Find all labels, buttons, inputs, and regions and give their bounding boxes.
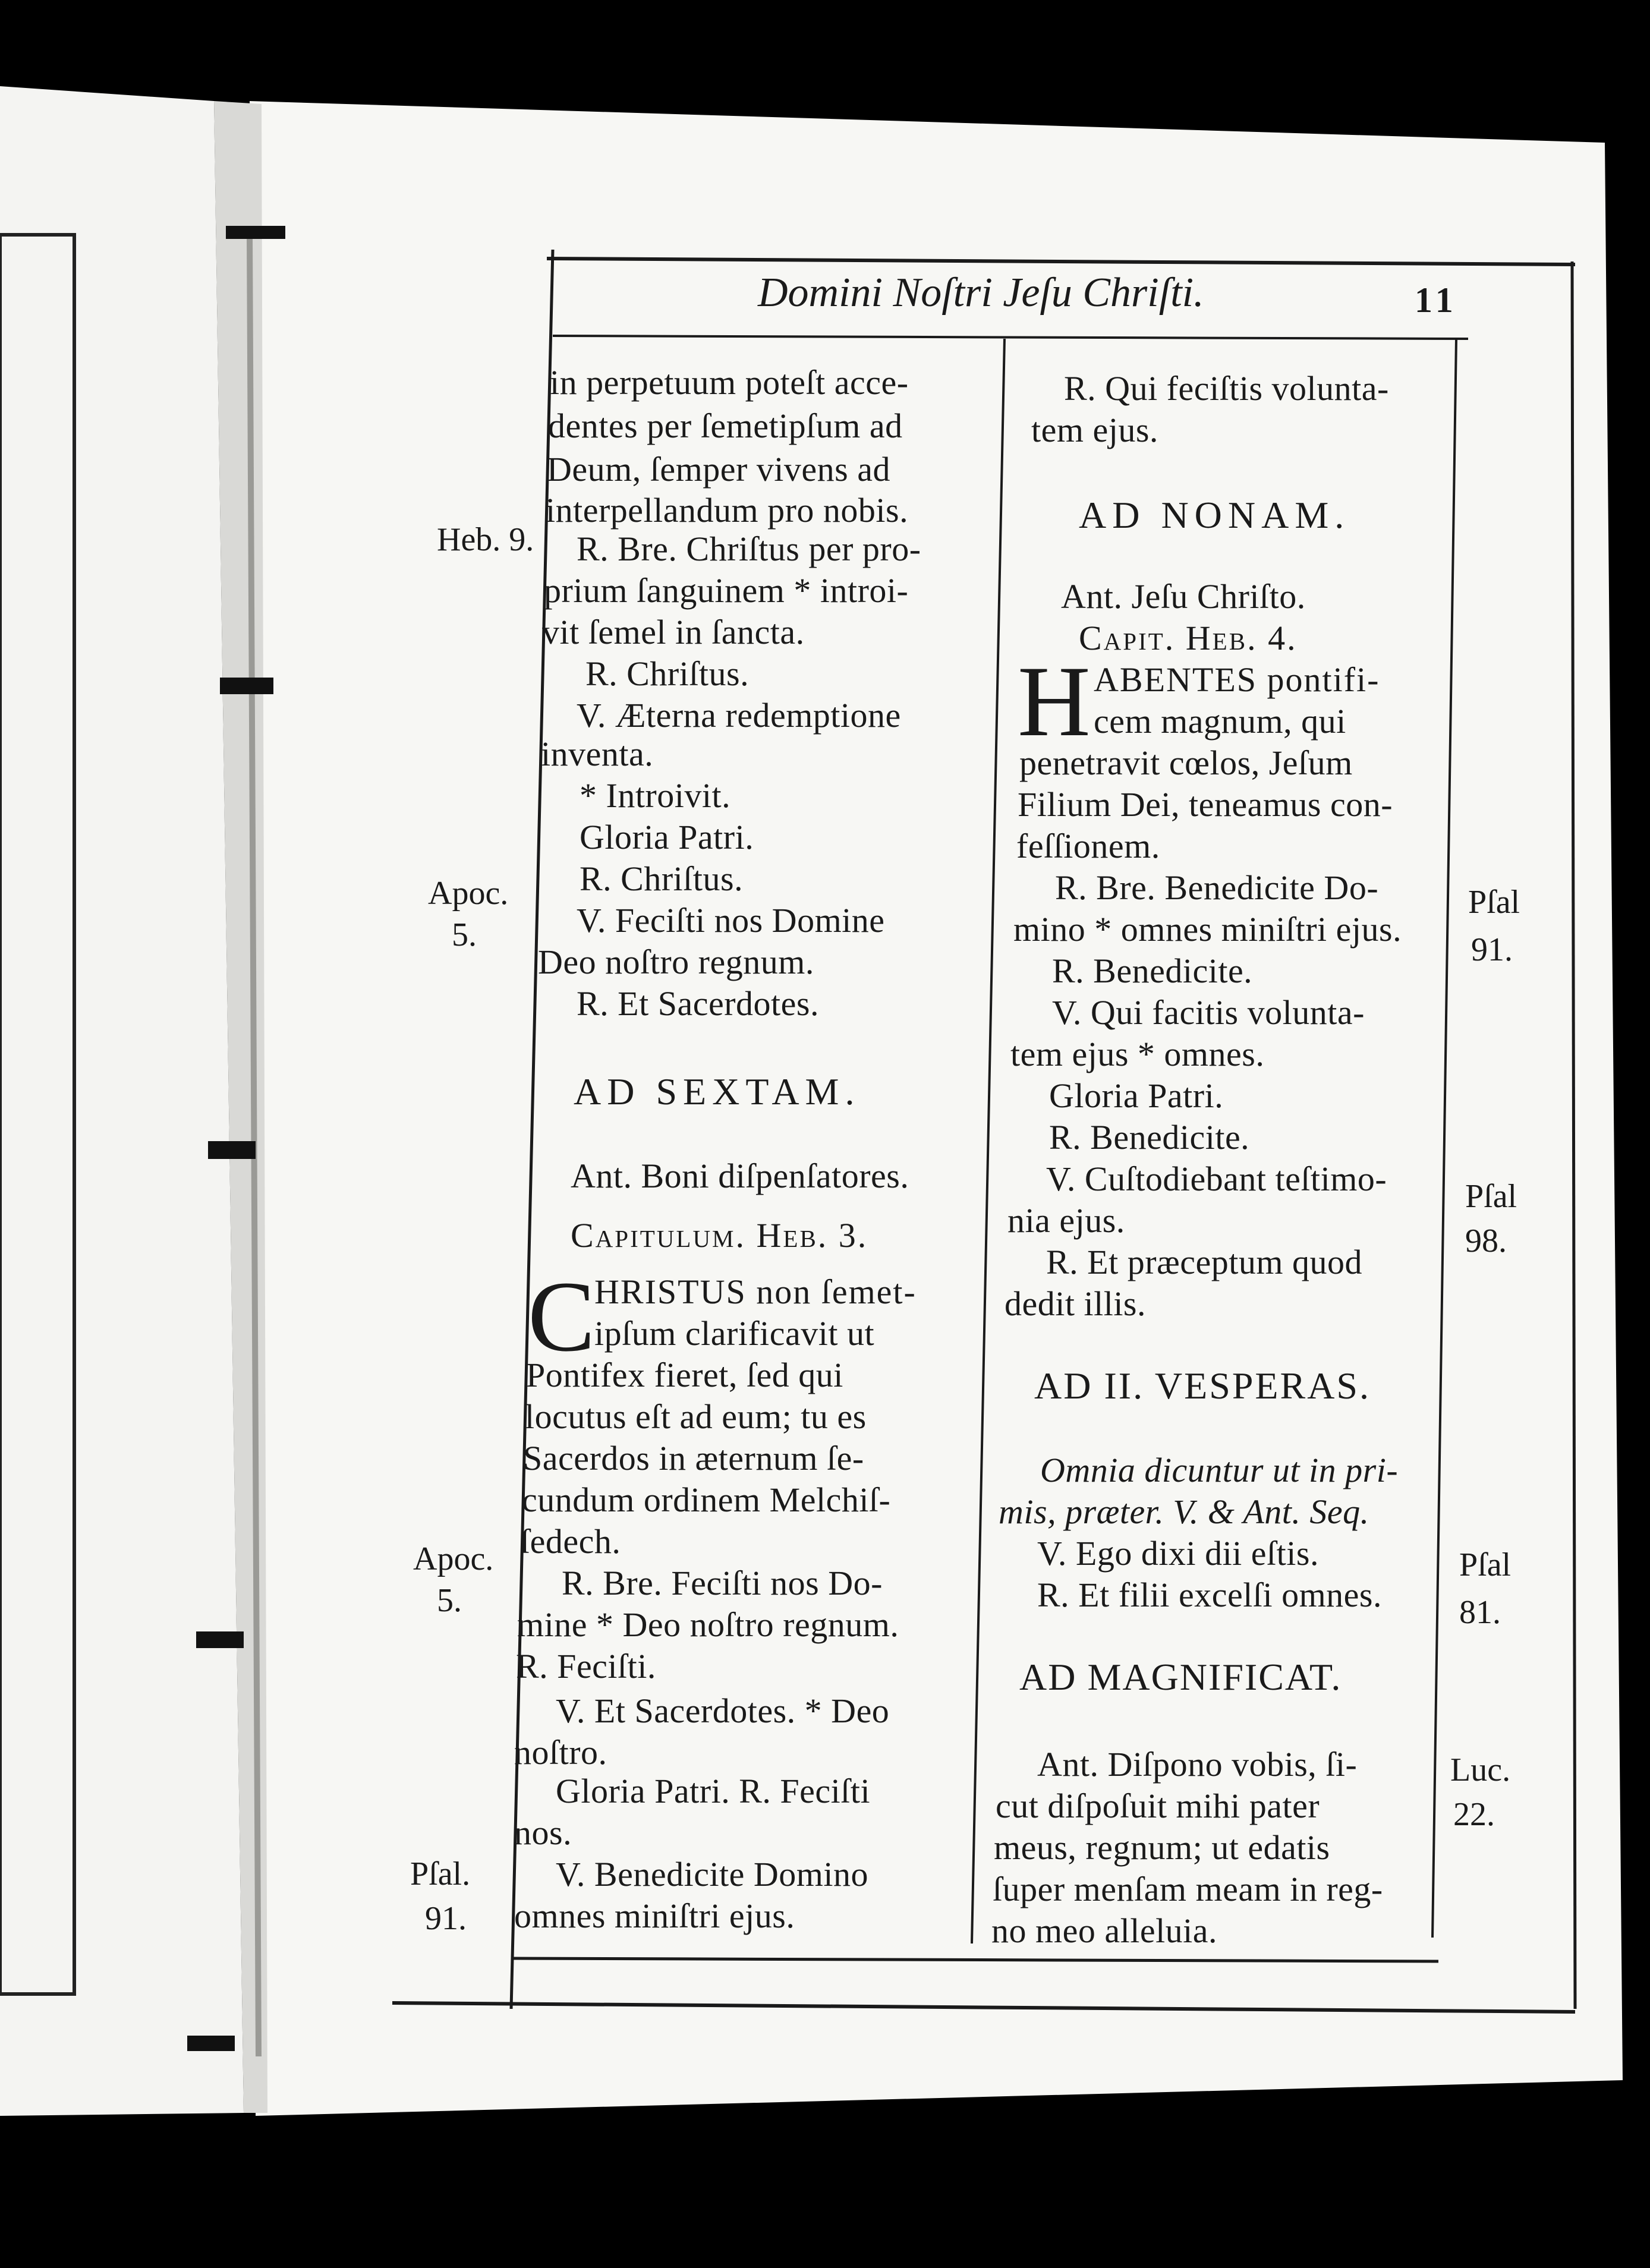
text-line: omnes miniſtri ejus. xyxy=(514,1897,795,1935)
right-page-paper xyxy=(250,101,1623,2116)
text-line: ſedech. xyxy=(520,1522,621,1561)
text-line: no meo alleluia. xyxy=(991,1911,1218,1950)
magnificat-heading: AD MAGNIFICAT. xyxy=(1019,1656,1342,1698)
sext-chapter-title: Capitulum. Heb. 3. xyxy=(571,1216,868,1255)
text-line: inventa. xyxy=(541,735,654,773)
text-line: R. Benedicite. xyxy=(1049,1118,1250,1157)
margin-ref-luc: 22. xyxy=(1453,1796,1495,1833)
text-line: HRISTUS non ſemet- xyxy=(594,1272,917,1311)
text-line: penetravit cœlos, Jeſum xyxy=(1019,744,1353,782)
text-line: Deum, ſemper vivens ad xyxy=(547,450,890,489)
margin-ref-apoc: 5. xyxy=(437,1582,462,1619)
left-page-edge xyxy=(0,86,244,2116)
text-line: Deo noſtro regnum. xyxy=(538,943,814,981)
text-line: R. Bre. Chriſtus per pro- xyxy=(577,530,921,568)
margin-ref-apoc: Apoc. xyxy=(428,875,509,912)
text-line: R. Et Sacerdotes. xyxy=(577,984,819,1023)
text-line: ipſum clarificavit ut xyxy=(594,1314,875,1353)
text-line: Ant. Diſpono vobis, ſi- xyxy=(1037,1745,1358,1784)
binding-stitch-2 xyxy=(220,678,273,694)
sext-heading: AD SEXTAM. xyxy=(574,1070,861,1113)
text-line: dentes per ſemetipſum ad xyxy=(548,407,903,445)
text-line: V. Feciſti nos Domine xyxy=(577,901,885,940)
text-line: Pontifex fieret, ſed qui xyxy=(526,1356,843,1394)
text-line: R. Benedicite. xyxy=(1052,952,1253,990)
text-line: R. Bre. Benedicite Do- xyxy=(1055,868,1379,907)
margin-ref-psal: 91. xyxy=(425,1900,467,1937)
text-line: Gloria Patri. xyxy=(580,818,754,856)
text-line: nos. xyxy=(514,1813,572,1852)
text-line: mis, præter. V. & Ant. Seq. xyxy=(999,1492,1369,1531)
text-line: cut diſpoſuit mihi pater xyxy=(996,1787,1320,1825)
text-line: V. Et Sacerdotes. * Deo xyxy=(556,1691,890,1730)
margin-ref-heb: Heb. 9. xyxy=(437,521,534,558)
margin-ref-psal: Pſal xyxy=(1468,884,1520,921)
text-line: Filium Dei, teneamus con- xyxy=(1018,785,1393,824)
sext-antiphon: Ant. Boni diſpenſatores. xyxy=(571,1157,909,1195)
text-line: V. Æterna redemptione xyxy=(577,696,901,735)
text-line: noſtro. xyxy=(514,1733,607,1772)
text-line: ſuper menſam meam in reg- xyxy=(993,1870,1383,1908)
text-line: dedit illis. xyxy=(1005,1284,1146,1323)
binding-stitch-3 xyxy=(208,1141,256,1159)
sext-drop-cap: C xyxy=(528,1261,596,1372)
margin-ref-apoc: Apoc. xyxy=(413,1541,494,1577)
vespers-heading: AD II. VESPERAS. xyxy=(1034,1365,1371,1407)
text-line: in perpetuum poteſt acce- xyxy=(550,363,909,402)
text-line: Omnia dicuntur ut in pri- xyxy=(1040,1451,1399,1489)
text-line: R. Bre. Feciſti nos Do- xyxy=(562,1564,883,1602)
text-line: Gloria Patri. xyxy=(1049,1076,1224,1115)
text-line: meus, regnum; ut edatis xyxy=(994,1828,1330,1867)
margin-ref-psal: 81. xyxy=(1459,1594,1501,1631)
text-line: V. Benedicite Domino xyxy=(556,1855,869,1894)
text-line: R. Et filii excelſi omnes. xyxy=(1037,1576,1383,1614)
binding-stitch-1 xyxy=(226,226,285,239)
binding-stitch-4 xyxy=(196,1631,244,1648)
none-heading: AD NONAM. xyxy=(1079,494,1350,536)
margin-ref-psal: 91. xyxy=(1471,931,1513,968)
page-number: 11 xyxy=(1415,281,1458,320)
text-line: R. Feciſti. xyxy=(516,1647,656,1686)
text-line: V. Cuſtodiebant teſtimo- xyxy=(1046,1160,1387,1198)
text-line: prium ſanguinem * introi- xyxy=(544,571,909,610)
none-drop-cap: H xyxy=(1018,645,1091,757)
margin-ref-psal: 98. xyxy=(1465,1223,1507,1259)
text-line: V. Qui facitis volunta- xyxy=(1052,993,1365,1032)
text-line: vit ſemel in ſancta. xyxy=(542,613,805,651)
text-line: R. Chriſtus. xyxy=(580,859,744,898)
running-title: Domini Noſtri Jeſu Chriſti. xyxy=(758,270,1204,316)
text-line: cem magnum, qui xyxy=(1094,702,1346,741)
text-line: R. Et præceptum quod xyxy=(1046,1243,1362,1281)
margin-ref-apoc: 5. xyxy=(452,916,477,953)
text-line: R. Chriſtus. xyxy=(585,654,750,693)
margin-ref-psal: Pſal. xyxy=(410,1856,471,1892)
margin-ref-psal: Pſal xyxy=(1465,1178,1517,1215)
text-line: mine * Deo noſtro regnum. xyxy=(517,1605,899,1644)
text-line: V. Ego dixi dii eſtis. xyxy=(1037,1534,1319,1573)
none-antiphon: Ant. Jeſu Chriſto. xyxy=(1061,577,1306,616)
text-line: interpellandum pro nobis. xyxy=(546,491,909,530)
none-chapter-title: Capit. Heb. 4. xyxy=(1079,619,1298,657)
margin-ref-luc: Luc. xyxy=(1450,1752,1511,1788)
text-line: nia ejus. xyxy=(1007,1201,1125,1240)
text-line: Gloria Patri. R. Feciſti xyxy=(556,1772,871,1810)
text-line: feſſionem. xyxy=(1016,827,1160,865)
margin-ref-psal: Pſal xyxy=(1459,1546,1512,1583)
text-line: tem ejus * omnes. xyxy=(1010,1035,1265,1073)
text-line: Sacerdos in æternum ſe- xyxy=(523,1439,864,1478)
text-line: * Introivit. xyxy=(580,776,731,815)
text-line: cundum ordinem Melchiſ- xyxy=(522,1480,891,1519)
binding-stitch-5 xyxy=(187,2036,235,2051)
text-line: locutus eſt ad eum; tu es xyxy=(525,1397,867,1436)
text-line: R. Qui feciſtis volunta- xyxy=(1064,369,1389,408)
text-line: tem ejus. xyxy=(1031,411,1158,449)
text-line: mino * omnes miniſtri ejus. xyxy=(1013,910,1402,949)
text-line: ABENTES pontifi- xyxy=(1094,660,1380,699)
